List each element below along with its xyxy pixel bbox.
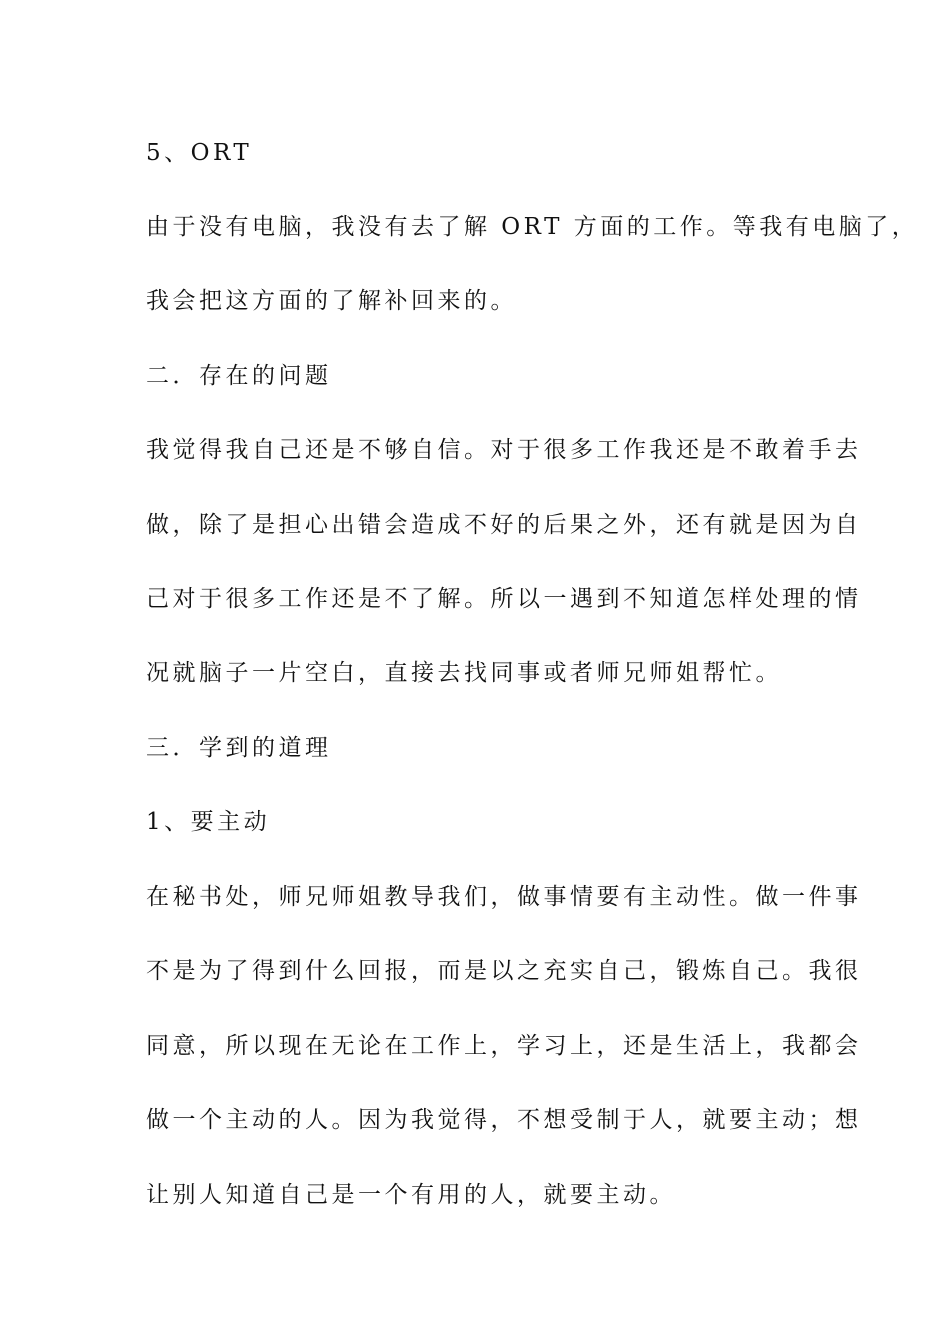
paragraph-line: 己对于很多工作还是不了解。所以一遇到不知道怎样处理的情 <box>146 586 862 612</box>
paragraph-line: 不是为了得到什么回报，而是以之充实自己，锻炼自己。我很 <box>146 958 862 984</box>
paragraph-line: 同意，所以现在无论在工作上，学习上，还是生活上，我都会 <box>146 1033 862 1059</box>
paragraph-line: 在秘书处，师兄师姐教导我们，做事情要有主动性。做一件事 <box>146 884 862 910</box>
paragraph-line: 做，除了是担心出错会造成不好的后果之外，还有就是因为自 <box>146 512 862 538</box>
paragraph-line: 做一个主动的人。因为我觉得，不想受制于人，就要主动；想 <box>146 1107 862 1133</box>
paragraph-line: 况就脑子一片空白，直接去找同事或者师兄师姐帮忙。 <box>146 660 782 686</box>
section-2-heading: 二．存在的问题 <box>146 363 332 389</box>
paragraph-line: 我会把这方面的了解补回来的。 <box>146 288 517 314</box>
paragraph-line: 让别人知道自己是一个有用的人，就要主动。 <box>146 1182 676 1208</box>
section-5-heading: 5、ORT <box>146 140 253 166</box>
paragraph-line: 我觉得我自己还是不够自信。对于很多工作我还是不敢着手去 <box>146 437 862 463</box>
paragraph-line: 由于没有电脑，我没有去了解 ORT 方面的工作。等我有电脑了， <box>146 214 919 240</box>
section-3-heading: 三．学到的道理 <box>146 735 332 761</box>
subsection-1-heading: 1、要主动 <box>146 809 271 835</box>
